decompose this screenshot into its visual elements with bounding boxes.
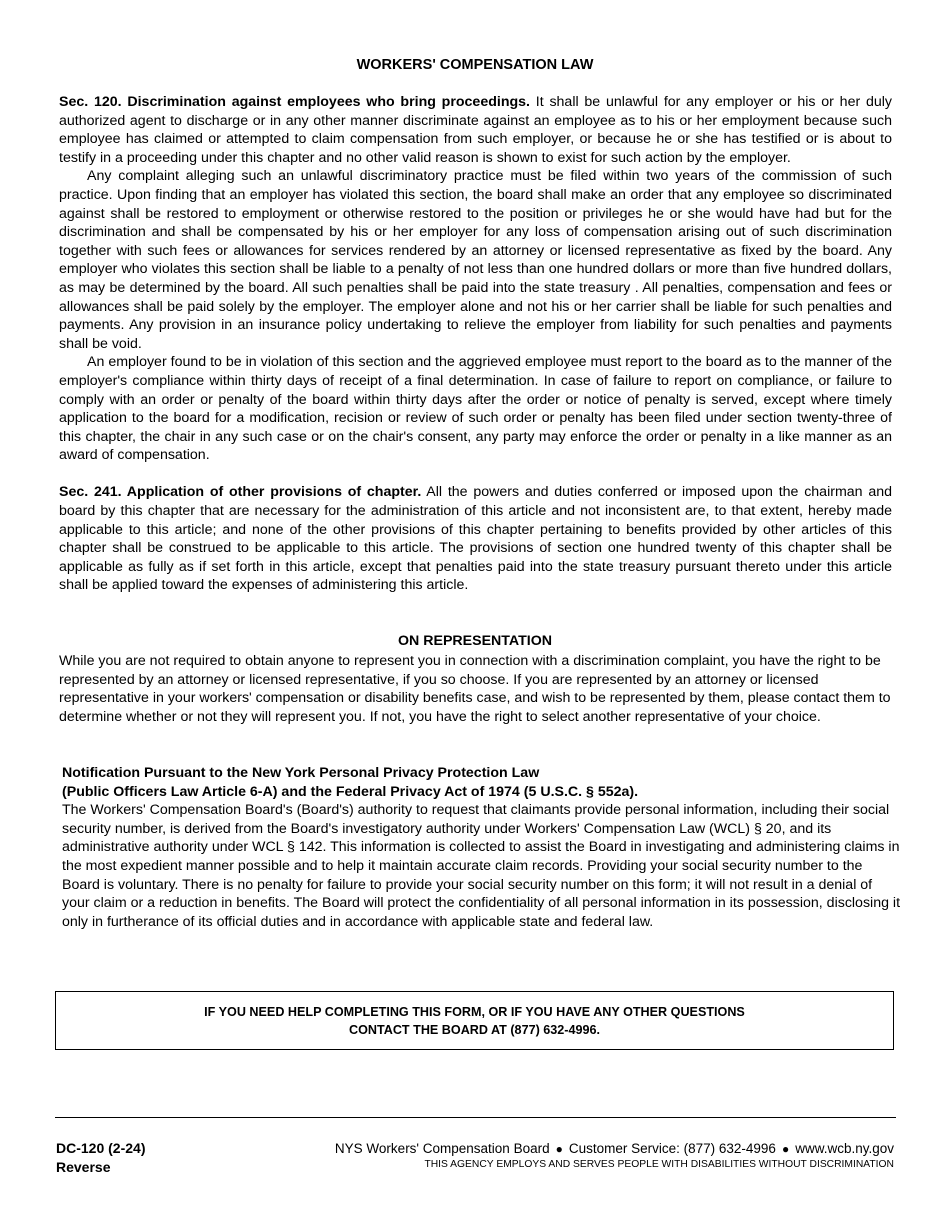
bullet-separator-icon: ● [781,1142,790,1156]
privacy-heading-line-2: (Public Officers Law Article 6-A) and the Federal Privacy Act of 1974 (5 U.S.C. § 552a). [62,783,639,800]
sec120-text-1: It shall be unlawful for any employer or his or her duly authorized agent to discharge or in any other manner discriminate against an employee as to his or her employment because such employee has claimed or attempted to claim compensation from such employer, or because he or she has testified or is about to testify in a proceeding under this chapter and no other valid reason is shown to exist for such action by the employer. [59,94,892,166]
sec241-paragraph [59,483,892,595]
footer-divider [55,1117,896,1118]
sec120-paragraph-1 [59,93,892,167]
website-link[interactable]: www.wcb.ny.gov [795,1141,894,1156]
sec120-paragraph-2: Any complaint alleging such an unlawful discriminatory practice must be filed within two years of the commission of such practice. Upon finding that an employer has violated this section, the board shall make an order that any employee so discriminated against shall be restored to employment or otherwise restored to the position or privileges he or she would have had but for the discrimination and shall be compensated by his or her employer for any loss of compensation arising out of such discrimination together with such fees or allowances for services rendered by an attorney or licensed representative as fixed by the board. Any employer who violates this section shall be liable to a penalty of not less than one hundred dollars or more than five hundred dollars, as may be determined by the board. All such penalties shall be paid into the state treasury . All penalties, compensation and fees or allowances shall be paid solely by the employer. The employer alone and not his or her carrier shall be liable for such penalties and payments. Any provision in an insurance policy undertaking to relieve the employer from liability for such penalties and payments shall be void. [59,168,892,352]
agency-name: NYS Workers' Compensation Board [334,1141,550,1156]
customer-service: Customer Service: (877) 632-4996 [568,1141,776,1156]
representation-title: ON REPRESENTATION [398,633,552,649]
footer-contact [335,1140,894,1172]
sec120-heading: Sec. 120. Discrimination against employees who bring proceedings. [59,94,530,110]
help-box-line-2: CONTACT THE BOARD AT (877) 632-4996. [349,1022,600,1037]
law-text [59,93,892,595]
page-title: WORKERS' COMPENSATION LAW [356,57,594,73]
footer-disclaimer: THIS AGENCY EMPLOYS AND SERVES PEOPLE WITH DISABILITIES WITHOUT DISCRIMINATION [424,1159,894,1170]
footer-contact-line [335,1140,894,1158]
sec241-text: All the powers and duties conferred or imposed upon the chairman and board by this chapter that are necessary for the administration of this article and not inconsistent are, to that extent, hereby made applicable to this article; and none of the other provisions of this chapter pertaining to benefits provided by other articles of this chapter shall be construed to be applicable to this article. The provisions of section one hundred twenty of this chapter shall be applicable as fully as if set forth in this article, except that penalties paid into the state treasury pursuant thereto under this article shall be applied toward the expenses of administering this article. [59,484,892,594]
privacy-heading-line-1: Notification Pursuant to the New York Personal Privacy Protection Law [62,765,540,781]
bullet-separator-icon: ● [555,1142,563,1156]
sec241-heading: Sec. 241. Application of other provisions of chapter. [59,484,422,501]
privacy-notice [62,764,902,931]
form-identifier [56,1139,145,1177]
help-box-line-1: IF YOU NEED HELP COMPLETING THIS FORM, OR IF YOU HAVE ANY OTHER QUESTIONS [204,1004,745,1019]
form-side: Reverse [56,1159,111,1175]
representation-text: While you are not required to obtain anyone to represent you in connection with a discrimination complaint, you have the right to be represented by an attorney or licensed representative, if you so choose. If you are represented by an attorney or licensed representative in your workers' compensation or disability benefits case, and wish to be represented by them, please contact them to determine whether or not they will represent you. If not, you have the right to select another representative of your choice. [59,653,891,725]
privacy-text: The Workers' Compensation Board's (Board's) authority to request that claimants provide personal information, including their social security number, is derived from the Board's investigatory authority under Workers' Compensation Law (WCL) § 20, and its administrative authority under WCL § 142. This information is collected to assist the Board in investigating and administering claims in the most expedient manner possible and to help it maintain accurate claim records. Providing your social security number to the Board is voluntary. There is no penalty for failure to provide your social security number on this form; it will not result in a denial of your claim or a reduction in benefits. The Board will protect the confidentiality of all personal information in its possession, disclosing it only in furtherance of its official duties and in accordance with applicable state and federal law. [62,802,901,930]
form-number: DC-120 (2-24) [56,1140,146,1156]
sec120-paragraph-3: An employer found to be in violation of this section and the aggrieved employee must report to the board as to the manner of the employer's compliance within thirty days of receipt of a final determination. In case of failure to report on compliance, or failure to comply with an order or penalty of the board within thirty days after the order or notice of penalty is served, except where timely application to the board for a modification, recision or review of such order or penalty has been filed under section twenty-three of this chapter, the chair in any such case or on the chair's consent, any party may enforce the order or penalty in a like manner as an award of compensation. [59,354,892,464]
help-box [55,991,894,1050]
